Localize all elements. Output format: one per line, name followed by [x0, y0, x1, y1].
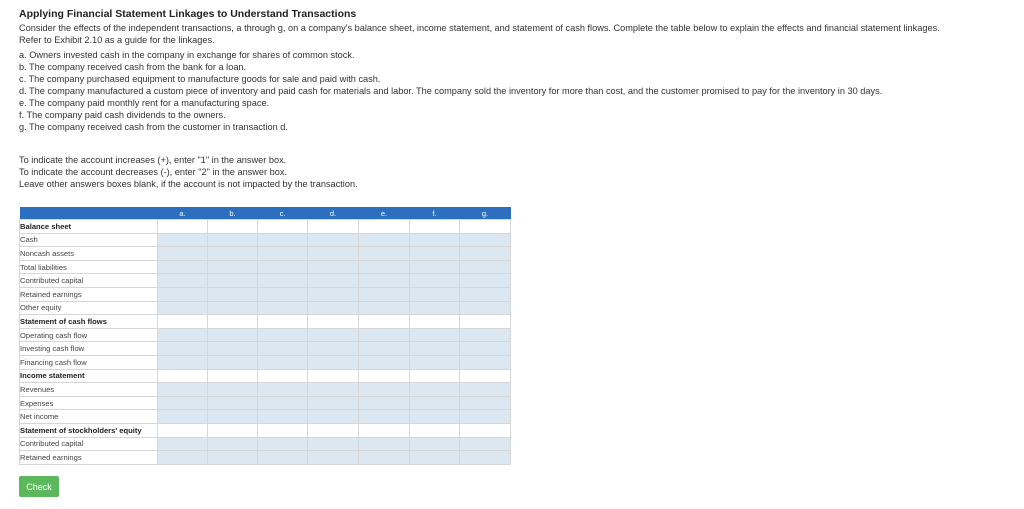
answer-box-d[interactable]: [308, 260, 359, 274]
row-label: Contributed capital: [20, 437, 158, 451]
answer-box-g[interactable]: [460, 247, 511, 261]
col-header-e: e.: [359, 207, 410, 220]
answer-box-d[interactable]: [308, 247, 359, 261]
section-cash-flows: [20, 315, 511, 329]
col-header-d: d.: [308, 207, 359, 220]
section-spacer: [158, 220, 208, 234]
answer-box-e[interactable]: [359, 410, 410, 424]
answer-box-c[interactable]: [258, 287, 308, 301]
answer-box-g[interactable]: [460, 274, 511, 288]
answer-box-a[interactable]: [158, 451, 208, 465]
section-spacer: [308, 423, 359, 437]
answer-box-d[interactable]: [308, 274, 359, 288]
row-investing-cash-flow: [20, 342, 511, 356]
answer-box-c[interactable]: [258, 260, 308, 274]
answer-box-e[interactable]: [359, 328, 410, 342]
answer-box-g[interactable]: [460, 437, 511, 451]
answer-box-d[interactable]: [308, 437, 359, 451]
section-spacer: [410, 315, 460, 329]
answer-box-b[interactable]: [208, 287, 258, 301]
answer-box-b[interactable]: [208, 247, 258, 261]
row-label: Other equity: [20, 301, 158, 315]
section-spacer: [258, 369, 308, 383]
answer-box-c[interactable]: [258, 383, 308, 397]
section-spacer: [410, 369, 460, 383]
row-label: Retained earnings: [20, 451, 158, 465]
answer-box-a[interactable]: [158, 233, 208, 247]
answer-box-b[interactable]: [208, 383, 258, 397]
col-header-b: b.: [208, 207, 258, 220]
answer-box-f[interactable]: [410, 396, 460, 410]
answer-box-b[interactable]: [208, 437, 258, 451]
answer-box-g[interactable]: [460, 451, 511, 465]
answer-box-b[interactable]: [208, 451, 258, 465]
answer-box-a[interactable]: [158, 410, 208, 424]
row-equity-contributed-capital: [20, 437, 511, 451]
section-spacer: [359, 369, 410, 383]
answer-box-a[interactable]: [158, 342, 208, 356]
transaction-g: g. The company received cash from the customer in transaction d.: [19, 122, 288, 133]
answer-box-b[interactable]: [208, 410, 258, 424]
transaction-d: d. The company manufactured a custom piece of inventory and paid cash for materials and labor. The company sold the inventory for more than cost, and the customer promised to pay for the inventory in 30 days.: [19, 85, 883, 96]
row-retained-earnings: [20, 287, 511, 301]
answer-box-c[interactable]: [258, 342, 308, 356]
answer-box-e[interactable]: [359, 396, 410, 410]
answer-box-d[interactable]: [308, 355, 359, 369]
section-spacer: [308, 369, 359, 383]
answer-box-a[interactable]: [158, 396, 208, 410]
section-spacer: [359, 315, 410, 329]
answer-box-c[interactable]: [258, 355, 308, 369]
row-label: Operating cash flow: [20, 328, 158, 342]
instruction-increase: To indicate the account increases (+), enter "1" in the answer box.: [19, 155, 287, 166]
section-label: Statement of stockholders' equity: [20, 423, 158, 437]
answer-box-g[interactable]: [460, 260, 511, 274]
answer-box-f[interactable]: [410, 355, 460, 369]
row-expenses: [20, 396, 511, 410]
answer-box-f[interactable]: [410, 410, 460, 424]
section-spacer: [359, 423, 410, 437]
answer-box-e[interactable]: [359, 233, 410, 247]
answer-box-c[interactable]: [258, 274, 308, 288]
section-spacer: [208, 423, 258, 437]
section-spacer: [359, 220, 410, 234]
answer-box-e[interactable]: [359, 383, 410, 397]
section-spacer: [158, 423, 208, 437]
row-label: Revenues: [20, 383, 158, 397]
answer-box-d[interactable]: [308, 328, 359, 342]
row-noncash-assets: [20, 247, 511, 261]
row-label: Noncash assets: [20, 247, 158, 261]
row-label: Net income: [20, 410, 158, 424]
answer-box-d[interactable]: [308, 342, 359, 356]
instruction-decrease: To indicate the account decreases (-), enter "2" in the answer box.: [19, 167, 287, 178]
answer-box-c[interactable]: [258, 247, 308, 261]
answer-box-d[interactable]: [308, 301, 359, 315]
answer-box-a[interactable]: [158, 383, 208, 397]
answer-box-a[interactable]: [158, 328, 208, 342]
answer-box-c[interactable]: [258, 328, 308, 342]
row-label: Contributed capital: [20, 274, 158, 288]
answer-box-e[interactable]: [359, 437, 410, 451]
answer-box-g[interactable]: [460, 342, 511, 356]
section-spacer: [460, 220, 511, 234]
answer-box-f[interactable]: [410, 437, 460, 451]
answer-box-f[interactable]: [410, 247, 460, 261]
section-spacer: [308, 220, 359, 234]
row-equity-retained-earnings: [20, 451, 511, 465]
answer-box-g[interactable]: [460, 410, 511, 424]
answer-box-f[interactable]: [410, 301, 460, 315]
answer-box-f[interactable]: [410, 287, 460, 301]
answer-box-b[interactable]: [208, 355, 258, 369]
section-balance-sheet: [20, 220, 511, 234]
section-label: Balance sheet: [20, 220, 158, 234]
answer-box-c[interactable]: [258, 410, 308, 424]
answer-box-a[interactable]: [158, 355, 208, 369]
row-other-equity: [20, 301, 511, 315]
answer-box-c[interactable]: [258, 301, 308, 315]
answer-box-b[interactable]: [208, 328, 258, 342]
instructions: [19, 155, 1014, 190]
answer-box-b[interactable]: [208, 342, 258, 356]
section-spacer: [208, 315, 258, 329]
answer-box-d[interactable]: [308, 383, 359, 397]
answer-box-e[interactable]: [359, 451, 410, 465]
answer-box-f[interactable]: [410, 342, 460, 356]
section-label: Income statement: [20, 369, 158, 383]
answer-box-a[interactable]: [158, 274, 208, 288]
transaction-f: f. The company paid cash dividends to the owners.: [19, 110, 226, 121]
answer-box-f[interactable]: [410, 451, 460, 465]
section-spacer: [460, 423, 511, 437]
answer-box-a[interactable]: [158, 260, 208, 274]
row-contributed-capital: [20, 274, 511, 288]
answer-box-c[interactable]: [258, 396, 308, 410]
answer-box-g[interactable]: [460, 396, 511, 410]
answer-box-g[interactable]: [460, 301, 511, 315]
col-header-f: f.: [410, 207, 460, 220]
answer-box-e[interactable]: [359, 287, 410, 301]
answer-box-d[interactable]: [308, 410, 359, 424]
col-header-g: g.: [460, 207, 511, 220]
answer-box-c[interactable]: [258, 451, 308, 465]
section-spacer: [258, 315, 308, 329]
section-spacer: [410, 220, 460, 234]
section-spacer: [460, 315, 511, 329]
transaction-b: b. The company received cash from the bank for a loan.: [19, 61, 247, 72]
answer-box-c[interactable]: [258, 437, 308, 451]
answer-box-g[interactable]: [460, 383, 511, 397]
table-header: [20, 207, 511, 220]
answer-box-e[interactable]: [359, 342, 410, 356]
answer-box-b[interactable]: [208, 301, 258, 315]
row-label: Investing cash flow: [20, 342, 158, 356]
section-spacer: [158, 369, 208, 383]
linkage-table: [19, 207, 511, 465]
section-spacer: [258, 220, 308, 234]
answer-box-a[interactable]: [158, 287, 208, 301]
answer-box-a[interactable]: [158, 437, 208, 451]
row-total-liabilities: [20, 260, 511, 274]
answer-box-g[interactable]: [460, 328, 511, 342]
answer-box-b[interactable]: [208, 233, 258, 247]
page-title: Applying Financial Statement Linkages to Understand Transactions: [19, 8, 357, 20]
transaction-e: e. The company paid monthly rent for a manufacturing space.: [19, 97, 270, 108]
section-spacer: [460, 369, 511, 383]
section-spacer: [308, 315, 359, 329]
section-spacer: [208, 220, 258, 234]
section-spacer: [158, 315, 208, 329]
answer-box-e[interactable]: [359, 260, 410, 274]
header-corner: [20, 207, 158, 220]
answer-box-b[interactable]: [208, 260, 258, 274]
answer-box-e[interactable]: [359, 355, 410, 369]
row-financing-cash-flow: [20, 355, 511, 369]
answer-box-d[interactable]: [308, 287, 359, 301]
answer-box-g[interactable]: [460, 287, 511, 301]
section-income-statement: [20, 369, 511, 383]
answer-box-b[interactable]: [208, 396, 258, 410]
answer-box-f[interactable]: [410, 274, 460, 288]
section-stockholders-equity: [20, 423, 511, 437]
intro-text: Consider the effects of the independent transactions, a through g, on a company's balance sheet, income statement, and statement of cash flows. Complete the table below to explain the effects and financial statement linkages.: [19, 23, 940, 33]
answer-box-f[interactable]: [410, 260, 460, 274]
section-spacer: [258, 423, 308, 437]
answer-box-c[interactable]: [258, 233, 308, 247]
col-header-c: c.: [258, 207, 308, 220]
section-spacer: [410, 423, 460, 437]
answer-box-a[interactable]: [158, 247, 208, 261]
answer-box-e[interactable]: [359, 301, 410, 315]
answer-box-e[interactable]: [359, 274, 410, 288]
intro-reference: Refer to Exhibit 2.10 as a guide for the linkages.: [19, 34, 215, 45]
answer-box-d[interactable]: [308, 233, 359, 247]
answer-box-f[interactable]: [410, 328, 460, 342]
row-label: Total liabilities: [20, 260, 158, 274]
answer-box-f[interactable]: [410, 233, 460, 247]
row-operating-cash-flow: [20, 328, 511, 342]
row-label: Financing cash flow: [20, 355, 158, 369]
row-label: Retained earnings: [20, 287, 158, 301]
row-cash: [20, 233, 511, 247]
col-header-a: a.: [158, 207, 208, 220]
row-net-income: [20, 410, 511, 424]
answer-box-b[interactable]: [208, 274, 258, 288]
transaction-list: [19, 49, 1014, 134]
section-label: Statement of cash flows: [20, 315, 158, 329]
transaction-a: a. Owners invested cash in the company in exchange for shares of common stock.: [19, 49, 355, 60]
answer-box-a[interactable]: [158, 301, 208, 315]
row-label: Cash: [20, 233, 158, 247]
instruction-blank: Leave other answers boxes blank, if the account is not impacted by the transaction.: [19, 178, 358, 189]
transaction-c: c. The company purchased equipment to manufacture goods for sale and paid with cash.: [19, 73, 381, 84]
check-button[interactable]: Check: [19, 476, 59, 497]
answer-box-d[interactable]: [308, 451, 359, 465]
row-label: Expenses: [20, 396, 158, 410]
section-spacer: [208, 369, 258, 383]
answer-box-d[interactable]: [308, 396, 359, 410]
row-revenues: [20, 383, 511, 397]
answer-box-e[interactable]: [359, 247, 410, 261]
answer-box-g[interactable]: [460, 233, 511, 247]
answer-box-g[interactable]: [460, 355, 511, 369]
answer-box-f[interactable]: [410, 383, 460, 397]
